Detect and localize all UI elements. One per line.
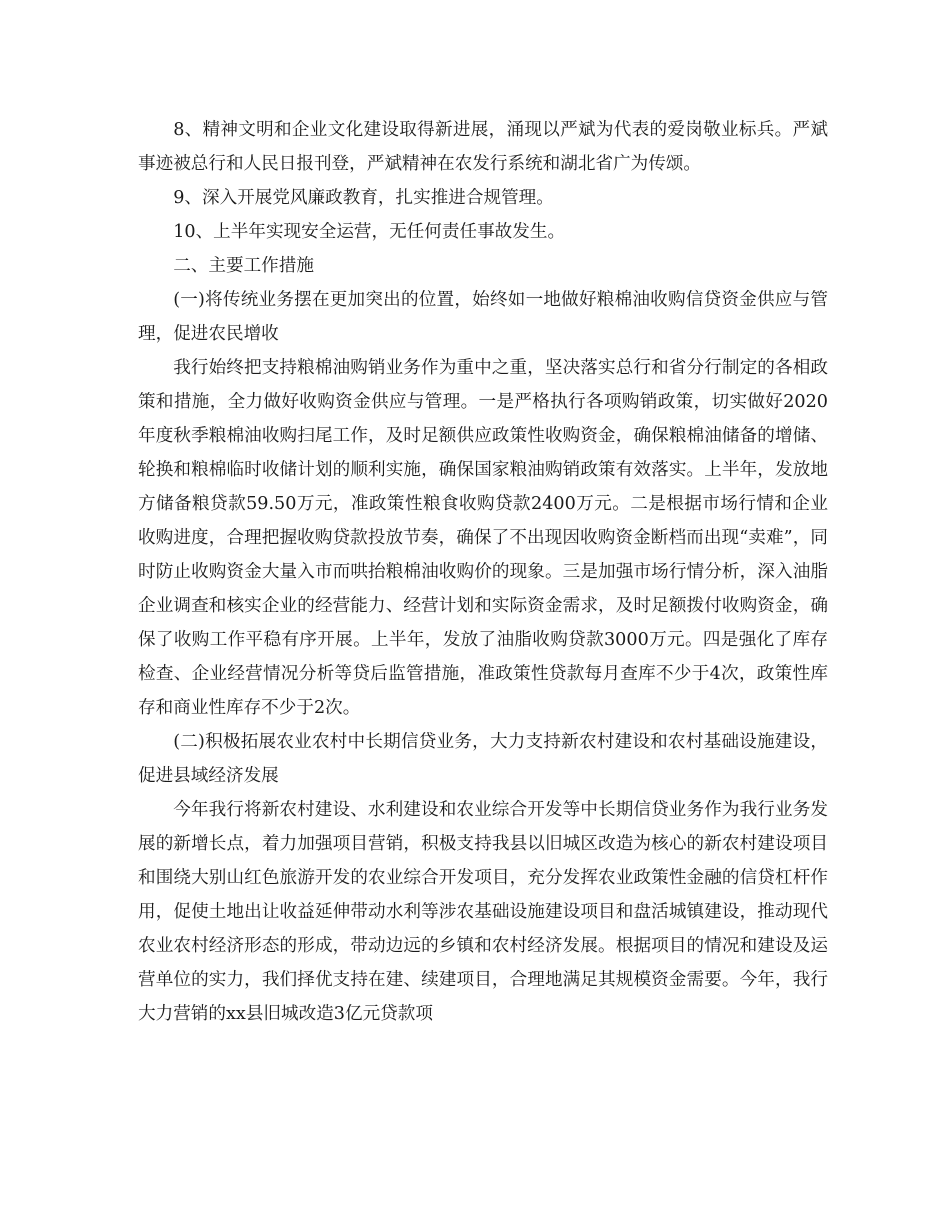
subheading-traditional-business: (一)将传统业务摆在更加突出的位置，始终如一地做好粮棉油收购信贷资金供应与管理，促进农民增收 [138,290,828,344]
paragraph-item-10: 10、上半年实现安全运营，无任何责任事故发生。 [173,222,566,242]
paragraph-item-9: 9、深入开展党风廉政教育，扎实推进合规管理。 [173,188,554,208]
subheading-long-term-credit: (二)积极拓展农业农村中长期信贷业务，大力支持新农村建设和农村基础设施建设，促进县域经济发展 [138,732,828,786]
section-heading-measures: 二、主要工作措施 [173,256,314,276]
paragraph-item-8: 8、精神文明和企业文化建设取得新进展，涌现以严斌为代表的爱岗敬业标兵。严斌事迹被总行和人民日报刊登，严斌精神在农发行系统和湖北省广为传颂。 [138,120,828,174]
document-body [138,113,828,1031]
paragraph-new-rural-construction: 今年我行将新农村建设、水利建设和农业综合开发等中长期信贷业务作为我行业务发展的新增长点，着力加强项目营销，积极支持我县以旧城区改造为核心的新农村建设项目和围绕大别山红色旅游开发的农业综合开发项目，充分发挥农业政策性金融的信贷杠杆作用，促使土地出让收益延伸带动水利等涉农基础设施建设项目和盘活城镇建设，推动现代农业农村经济形态的形成，带动边远的乡镇和农村经济发展。根据项目的情况和建设及运营单位的实力，我们择优支持在建、续建项目，合理地满足其规模资金需要。今年，我行大力营销的xx县旧城改造3亿元贷款项 [138,800,828,1024]
paragraph-grain-purchase: 我行始终把支持粮棉油购销业务作为重中之重，坚决落实总行和省分行制定的各相政策和措施，全力做好收购资金供应与管理。一是严格执行各项购销政策，切实做好2020年度秋季粮棉油收购扫尾工作，及时足额供应政策性收购资金，确保粮棉油储备的增储、轮换和粮棉临时收储计划的顺利实施，确保国家粮油购销政策有效落实。上半年，发放地方储备粮贷款59.50万元，准政策性粮食收购贷款2400万元。二是根据市场行情和企业收购进度，合理把握收购贷款投放节奏，确保了不出现因收购资金断档而出现“卖难”，同时防止收购资金大量入市而哄抬粮棉油收购价的现象。三是加强市场行情分析，深入油脂企业调查和核实企业的经营能力、经营计划和实际资金需求，及时足额拨付收购资金，确保了收购工作平稳有序开展。上半年，发放了油脂收购贷款3000万元。四是强化了库存检查、企业经营情况分析等贷后监管措施，准政策性贷款每月查库不少于4次，政策性库存和商业性库存不少于2次。 [138,358,828,718]
